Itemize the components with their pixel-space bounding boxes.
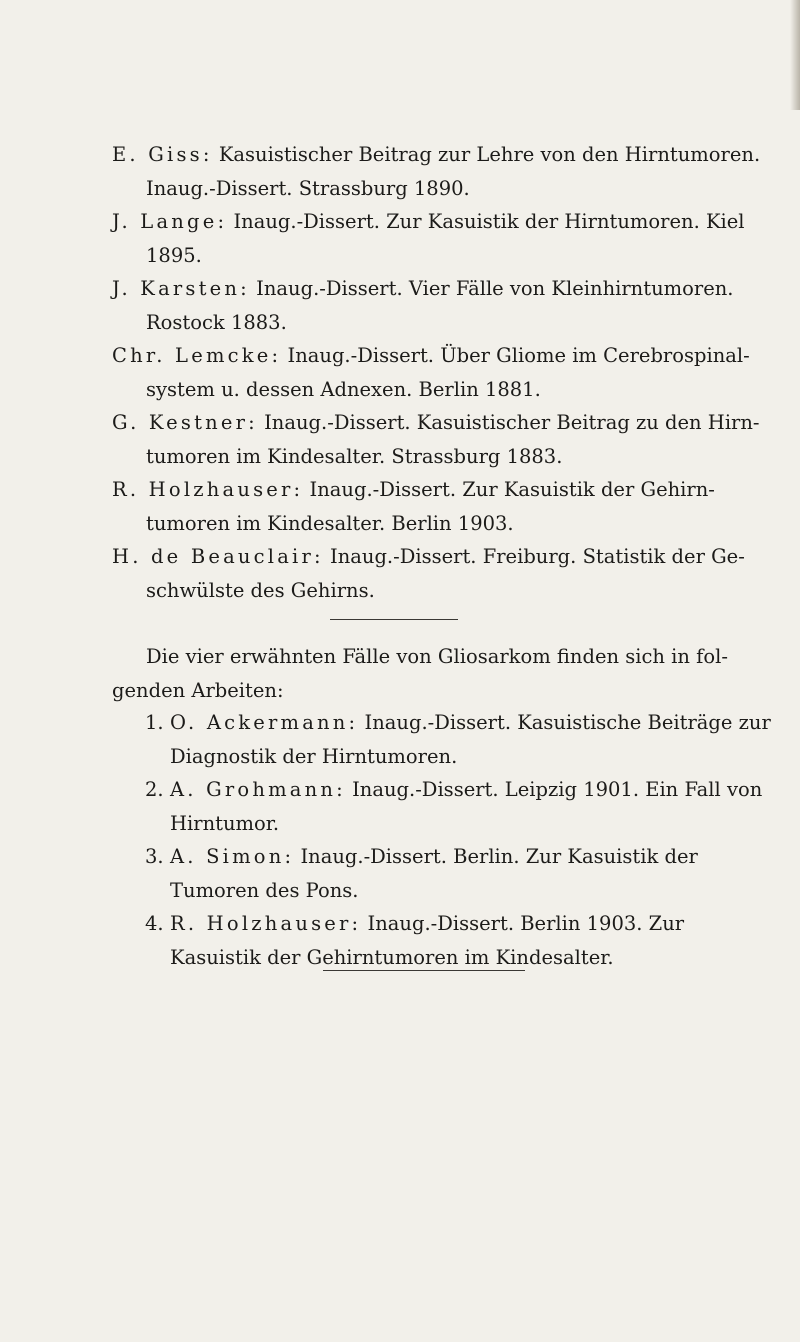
item-author: O. Ackermann: — [170, 711, 359, 734]
reference-author: R. Holzhauser: — [112, 478, 304, 501]
reference-text: Inaug.-Dissert. Freiburg. Statistik der Ge-schwülste des Gehirns. — [146, 545, 745, 602]
reference-author: E. Giss: — [112, 143, 213, 166]
intro-paragraph: Die vier erwähnten Fälle von Gliosarkom finden sich in fol-genden Arbeiten: — [112, 645, 728, 702]
end-divider — [323, 970, 525, 971]
reference-item — [112, 205, 772, 272]
reference-item — [112, 473, 772, 540]
reference-list — [112, 138, 772, 607]
item-author: A. Simon: — [170, 845, 295, 868]
item-number: 4. — [145, 912, 164, 935]
numbered-item — [112, 773, 774, 840]
reference-item — [112, 272, 772, 339]
reference-item — [112, 339, 772, 406]
reference-text: Inaug.-Dissert. Zur Kasuistik der Hirntumoren. Kiel 1895. — [146, 210, 745, 267]
reference-author: J. Lange: — [112, 210, 228, 233]
numbered-item — [112, 706, 774, 773]
reference-text: Kasuistischer Beitrag zur Lehre von den Hirntumoren. Inaug.-Dissert. Strassburg 1890. — [146, 143, 761, 200]
reference-text: Inaug.-Dissert. Über Gliome im Cerebrospinal-system u. dessen Adnexen. Berlin 1881. — [146, 344, 750, 401]
reference-author: G. Kestner: — [112, 411, 258, 434]
item-number: 2. — [145, 778, 164, 801]
item-author: R. Holzhauser: — [170, 912, 362, 935]
item-author: A. Grohmann: — [170, 778, 346, 801]
reference-item — [112, 406, 772, 473]
item-text: Inaug.-Dissert. Kasuistische Beiträge zur Diagnostik der Hirntumoren. — [170, 711, 771, 768]
section-divider — [330, 619, 458, 620]
numbered-item — [112, 840, 774, 907]
item-number: 1. — [145, 711, 164, 734]
reference-text: Inaug.-Dissert. Vier Fälle von Kleinhirntumoren. Rostock 1883. — [146, 277, 734, 334]
reference-author: H. de Beauclair: — [112, 545, 324, 568]
page-edge-shadow — [790, 0, 800, 110]
reference-text: Inaug.-Dissert. Kasuistischer Beitrag zu den Hirn-tumoren im Kindesalter. Strassburg 1883. — [146, 411, 760, 468]
reference-item — [112, 540, 772, 607]
reference-author: Chr. Lemcke: — [112, 344, 282, 367]
reference-text: Inaug.-Dissert. Zur Kasuistik der Gehirn-tumoren im Kindesalter. Berlin 1903. — [146, 478, 715, 535]
item-text: Inaug.-Dissert. Leipzig 1901. Ein Fall von Hirntumor. — [170, 778, 763, 835]
item-text: Inaug.-Dissert. Berlin 1903. Zur Kasuistik der Gehirntumoren im Kindesalter. — [170, 912, 685, 969]
item-text: Inaug.-Dissert. Berlin. Zur Kasuistik der Tumoren des Pons. — [170, 845, 698, 902]
reference-item — [112, 138, 772, 205]
reference-author: J. Karsten: — [112, 277, 250, 300]
numbered-item — [112, 907, 774, 974]
item-number: 3. — [145, 845, 164, 868]
numbered-list — [112, 706, 774, 974]
